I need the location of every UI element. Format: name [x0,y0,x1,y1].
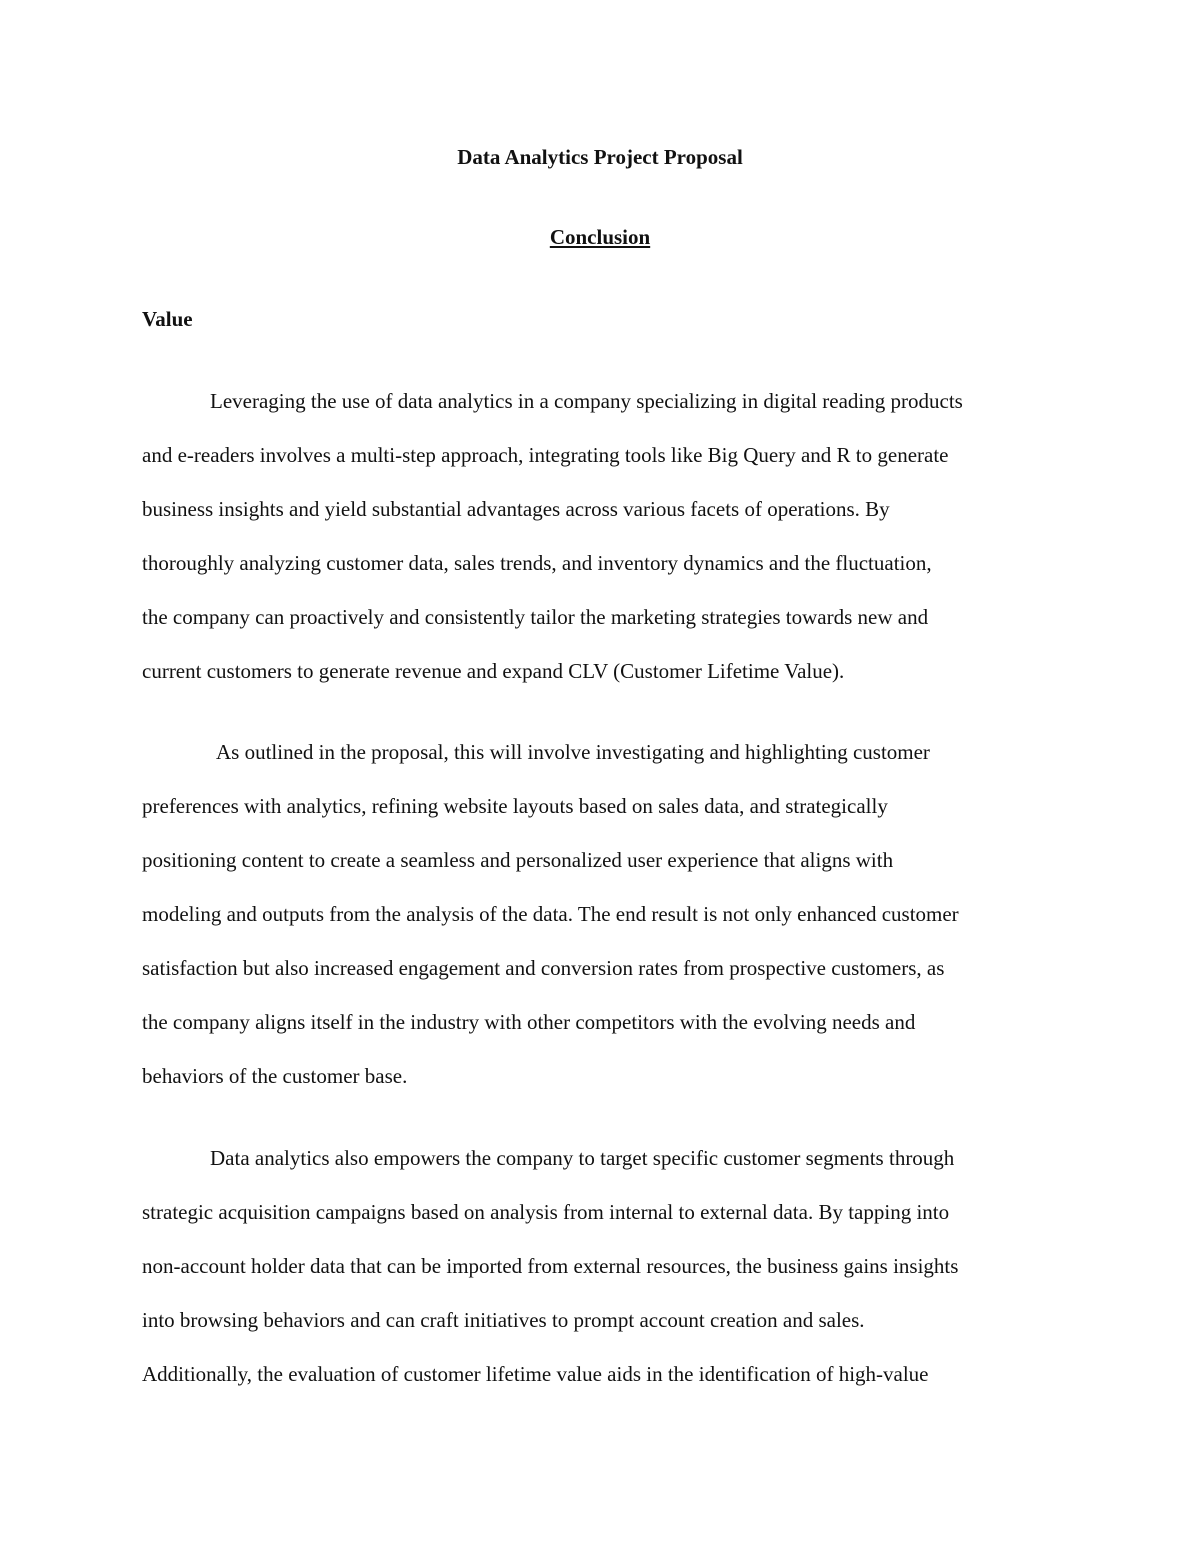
paragraph-line: strategic acquisition campaigns based on analysis from internal to external data. By tapping into [142,1200,950,1224]
paragraph-line: As outlined in the proposal, this will involve investigating and highlighting customer [216,740,930,764]
paragraph-line: Leveraging the use of data analytics in a company specializing in digital reading products [210,389,963,413]
paragraph-1 [142,374,1062,698]
paragraph-line: non-account holder data that can be imported from external resources, the business gains insights [142,1254,959,1278]
paragraph-line: Additionally, the evaluation of customer lifetime value aids in the identification of high-value [142,1362,929,1386]
paragraph-line: satisfaction but also increased engagement and conversion rates from prospective customers, as [142,956,945,980]
paragraph-line: and e-readers involves a multi-step approach, integrating tools like Big Query and R to generate [142,443,949,467]
paragraph-line: into browsing behaviors and can craft initiatives to prompt account creation and sales. [142,1308,865,1332]
paragraph-2 [142,725,1062,1103]
paragraph-3 [142,1131,1062,1401]
paragraph-line: business insights and yield substantial advantages across various facets of operations. By [142,497,890,521]
section-heading-conclusion: Conclusion [549,225,651,249]
paragraph-line: preferences with analytics, refining website layouts based on sales data, and strategically [142,794,888,818]
document-title: Data Analytics Project Proposal [457,145,743,169]
paragraph-line: behaviors of the customer base. [142,1064,408,1088]
paragraph-line: thoroughly analyzing customer data, sales trends, and inventory dynamics and the fluctuation, [142,551,932,575]
paragraph-line: positioning content to create a seamless and personalized user experience that aligns with [142,848,894,872]
paragraph-line: the company can proactively and consistently tailor the marketing strategies towards new and [142,605,929,629]
paragraph-line: current customers to generate revenue and expand CLV (Customer Lifetime Value). [142,659,845,683]
paragraph-line: the company aligns itself in the industry with other competitors with the evolving needs and [142,1010,916,1034]
paragraph-line: modeling and outputs from the analysis of the data. The end result is not only enhanced customer [142,902,959,926]
subheading-value: Value [142,307,193,331]
paragraph-line: Data analytics also empowers the company to target specific customer segments through [210,1146,955,1170]
